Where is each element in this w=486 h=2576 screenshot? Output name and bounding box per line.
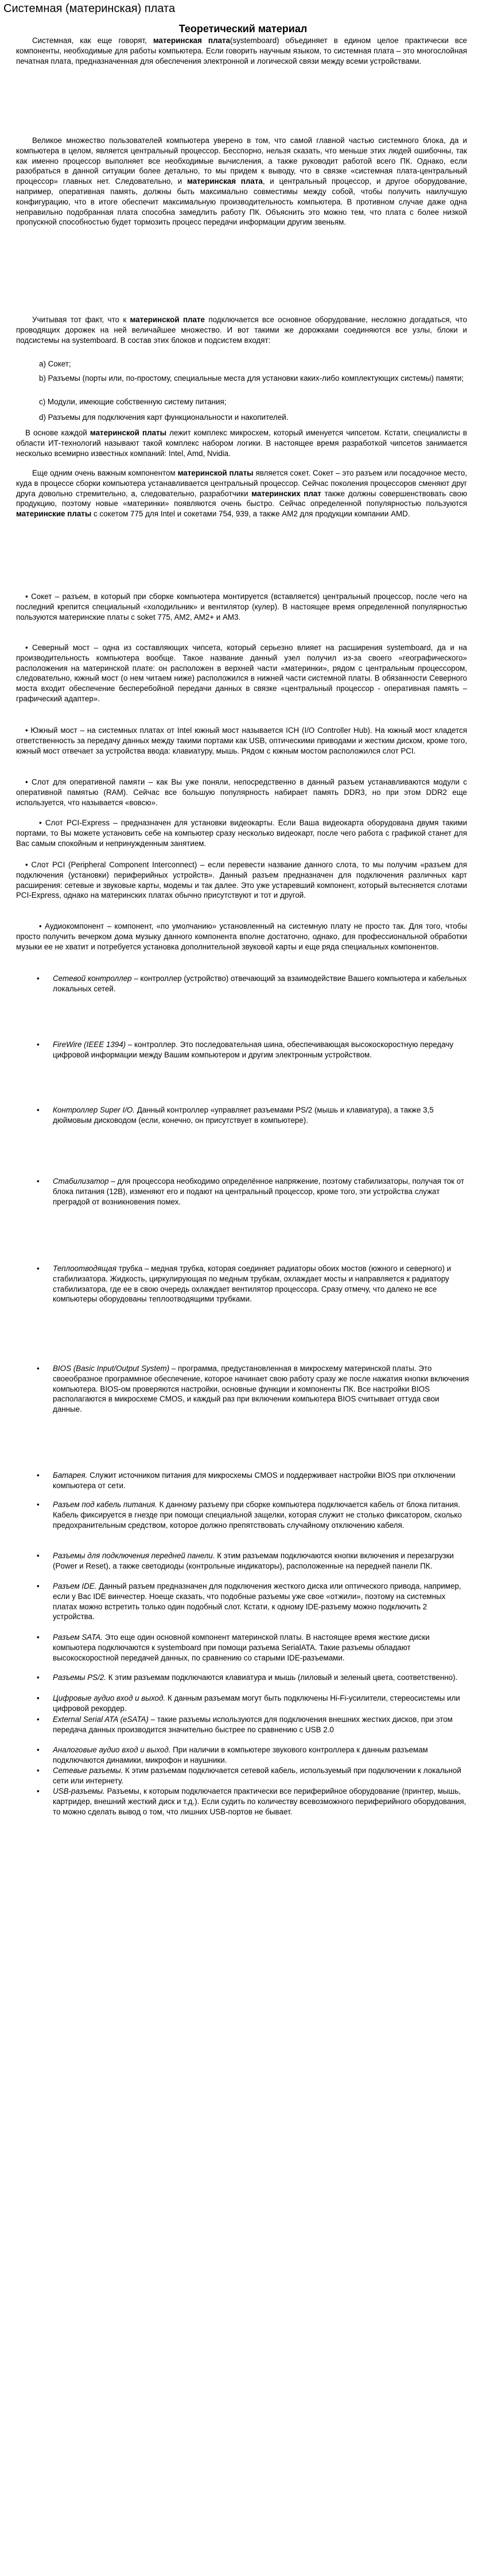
bullet-icon: • (37, 1551, 40, 1560)
component-pci-express: • Слот PCI-Express – предназначен для установки видеокарты. Если Ваша видеокарта оборудована двумя такими портами, то Вы можете установить себе на компьютер сразу несколько видеокарт, после чего работа с графикой станет для Вас самым спокойным и непринужденным занятием. (16, 818, 467, 848)
term-item: Стабилизатор – для процессора необходимо определённое напряжение, поэтому стабилизаторы, получая ток от блока питания (12В), изменяют его и подают на центральный процессор, кроме того, эти устройства служат преградой от возникновения помех. (53, 1177, 465, 1206)
page-title: Системная (материнская) плата (3, 2, 176, 15)
bullet-icon: • (37, 1694, 40, 1702)
component-pci: • Слот PCI (Peripheral Component Interconnect) – если перевести название данного слота, то мы получим «разъем для подключения (установки) периферийных устройств». Данный разъем предназначен для подключения различных карт расширения: сетевые и звуковые карты, модемы и так далее. Это уже устаревший компонент, который вытесняется слотами PCI-Express, однако на материнских платах обычно присутствуют и тот и другой. (16, 860, 467, 900)
bullet-icon: • (37, 1745, 40, 1754)
component-ram-slot: • Слот для оперативной памяти – как Вы уже поняли, непосредственно в данный разъем устанавливаются модули с оперативной памятью (RAM). Сейчас все большую популярность набирает память DDR3, но при этом DDR2 еще используется, что называется «вовсю». (16, 778, 467, 807)
term-item: Батарея. Служит источником питания для микросхемы CMOS и поддерживает настройки BIOS при отключении компьютера от сети. (53, 1471, 456, 1490)
component-north-bridge: • Северный мост – одна из составляющих чипсета, который серьезно влияет на расширения systemboard, да и на производительность компьютера вообще. Такое название данный узел получил из-за своего «географического» расположения на материнской плате: он расположен в верхней части «материнки», рядом с центральным процессором, следовательно, южный мост (о нем читаем ниже) расположился в нижней части системной платы. В обязанности Северного моста входит обеспечение бесперебойной передачи данных в связке «центральный процессор - оперативная память – графический адаптер». (16, 643, 467, 703)
term-highlight: материнских плат (251, 489, 321, 498)
component-south-bridge: • Южный мост – на системных платах от Intel южный мост называется ICH (I/O Controller Hub). На южный мост кладется ответственность за передачу данных между такими портами как USB, оптическими приводами и жестким диском, кроме того, южный мост отвечает за устройства ввода: клавиатуру, мышь. Рядом с южным мостом расположился слот PCI. (16, 726, 467, 755)
term-item: USB-разъемы. Разъемы, к которым подключается практически все периферийное оборудование (принтер, мышь, картридер, внешний жесткий диск и т.д.). Если судить по количеству всевозможного периферийного оборудования, то можно сделать вывод о том, что лишних USB-портов не бывает. (53, 1787, 466, 1816)
bullet-icon: • (37, 1787, 40, 1795)
bullet-icon: • (37, 1766, 40, 1775)
term-item: Сетевые разъемы. К этим разъемам подключается сетевой кабель, используемый при подключении к локальной сети или интернету. (53, 1766, 461, 1785)
component-socket: • Сокет – разъем, в который при сборке компьютера монтируется (вставляется) центральный процессор, после чего на последний крепится специальный «холодильник» и вентилятор (кулер). В настоящее время определенной популярностью пользуются материнские платы с sokеt 775, AM2, AM2+ и AM3. (16, 592, 467, 621)
term-item: BIOS (Basic Input/Output System) – программа, предустановленная в микросхему материнской платы. Это своеобразное программное обеспечение, которое начинает свою работу сразу же после нажатия кнопки включения компьютера. BIOS-ом проверяются настройки, основные функции и компоненты ПК. Все настройки BIOS располагаются в микросхеме CMOS, и каждый раз при включении компьютера BIOS считывает оттуда свои данные. (53, 1364, 469, 1414)
term-item: FireWire (IEEE 1394) – контроллер. Это последовательная шина, обеспечивающая высокоскоростную передачу цифровой информации между Вашим компьютером и другим электронным устройством. (53, 1040, 454, 1059)
term-item: Сетевой контроллер – контроллер (устройство) отвечающий за взаимодействие Вашего компьютера и кабельных локальных сетей. (53, 974, 467, 993)
term-item: Разъем IDE. Данный разъем предназначен для подключения жесткого диска или оптического привода, например, если у Вас IDE винчестер. Ноеще сказать, что подобные разъемы уже свое «отжили», поэтому на системных платах можно встретить только один подобный слот. Кстати, к одному IDE-разъему можно подключить 2 устройства. (53, 1582, 461, 1621)
term-highlight: материнской платы (177, 469, 254, 477)
term-highlight: материнской платы (90, 428, 167, 437)
subsystem-item-b: b) Разъемы (порты или, по-простому, специальные места для установки каких-либо комплектующих системы) памяти; (39, 374, 464, 383)
term-item: External Serial ATA (eSATA) – такие разъемы используются для подключения внешних жестких дисков, при этом передача данных производится значительно быстрее по сравнению с USB 2.0 (53, 1715, 453, 1734)
bullet-icon: • (37, 1177, 40, 1185)
term-item: Аналоговые аудио вход и выход. При наличии в компьютере звукового контроллера к данным разъемам подключаются динамики, микрофон и наушники. (53, 1745, 428, 1764)
bullet-icon: • (37, 974, 40, 983)
term-item: Разъем SATA. Это еще один основной компонент материнской платы. В настоящее время жесткие диски компьютера подключаются к systemboard при помощи разъема SerialATA. Такие разъемы обладают высокоскоростной передачей данных, по сравнению со старыми IDE-разъемами. (53, 1633, 430, 1662)
term-item: Теплоотводящая трубка – медная трубка, которая соединяет радиаторы обоих мостов (южного и северного) и стабилизатора. Жидкость, циркулирующая по медным трубкам, охлаждает мосты и направляется к радиатору стабилизатора, где ее в свою очередь охлаждает вентилятор процессора. Сразу отмечу, что далеко не все компьютеры оборудованы теплоотводящими трубками. (53, 1264, 452, 1304)
intro-paragraph-3: Учитывая тот факт, что к материнской плате подключается все основное оборудование, несложно догадаться, что проводящих дорожек на ней величайшее множество. И вот такими же дорожками соединяются все узлы, блоки и подсистемы на systemboard. В состав этих блоков и подсистем входят: (16, 315, 467, 345)
subsystem-item-d: d) Разъемы для подключения карт функциональности и накопителей. (39, 413, 289, 422)
chipset-paragraph: В основе каждой материнской платы лежит комплекс микросхем, который именуется чипсетом. Кстати, специалисты в области ИТ-технологий называют такой комплекс набором логики. В настоящее время разработкой чипсетов занимается несколько всемирно известных компаний: Intel, Amd, Nvidia. (16, 428, 467, 458)
term-item: Разъемы PS/2. К этим разъемам подключаются клавиатура и мышь (лиловый и зеленый цвета, соответственно). (53, 1673, 458, 1682)
term-item: Контроллер Super I/O. Данный контроллер «управляет разъемами PS/2 (мышь и клавиатура), а также 3,5 дюймовым дисководом (если, конечно, он присутствует в компьютере). (53, 1106, 434, 1125)
subsystem-item-a: а) Сокет; (39, 360, 71, 368)
intro-paragraph-1: Системная, как еще говорят, материнская плата(systemboard) объединяет в едином целое практически все компоненты, необходимые для работы компьютера. Если говорить научным языком, то системная плата – это многослойная печатная плата, предназначенная для обеспечения электронной и логической связи между всеми устройствами. (16, 36, 467, 65)
term-highlight: материнские платы (16, 509, 92, 519)
bullet-icon: • (37, 1364, 40, 1373)
term-highlight: материнской плате (130, 315, 205, 324)
component-audio: • Аудиокомпонент – компонент, «по умолчанию» установленный на системную плату не просто так. Для того, чтобы просто получить вечерком дома музыку данного компонента вполне достаточно, однако, для профессиональной обработки музыки ее не хватит и потребуется установка дополнительной звуковой карты и еще ряда специальных компонентов. (16, 922, 467, 951)
term-item: Цифровые аудио вход и выход. К данным разъемам могут быть подключены Hi-Fi-усилители, стереосистемы или цифровой рекордер. (53, 1694, 460, 1713)
bullet-icon: • (37, 1633, 40, 1642)
term-highlight: материнская плата (186, 177, 263, 186)
intro-paragraph-2: Великое множество пользователей компьютера уверено в том, что самой главной частью системного блока, да и компьютера в целом, является центральный процессор. Бесспорно, нельзя сказать, что меньше этих людей ошибочны, так как именно процессор выполняет все необходимые вычисления, а также руководит работой всего ПК. Однако, если разобраться в данной ситуации более детально, то мы придем к выводу, что в связке «системная плата-центральный процессор» главных нет. Следовательно, и материнская плата, и центральный процессор, и другое оборудование, например, оперативная память, должны быть максимально совместимы между собой, чтобы получить наилучшую конфигурацию, что в итоге обеспечит максимальную производительность компьютера. В противном случае даже одна неправильно подобранная плата способна замедлить работу ПК. Объяснить это можно тем, что плата с более низкой пропускной способностью будет тормозить процесс передачи информации другим звеньям. (16, 136, 468, 227)
bullet-icon: • (37, 1471, 40, 1480)
bullet-icon: • (37, 1715, 40, 1724)
term-item: Разъем под кабель питания. К данному разъему при сборке компьютера подключается кабель от блока питания. Кабель фиксируется в гнезде при помощи специальной защелки, которая служит не столько фиксатором, сколько предохранительным средством, которое должно препятствовать случайному отключению кабеля. (53, 1500, 462, 1530)
term-item: Разъемы для подключения передней панели. К этим разъемам подключаются кнопки включения и перезагрузки (Power и Reset), а также светодиоды (контрольные индикаторы), расположенные на передней панели ПК. (53, 1551, 454, 1570)
bullet-icon: • (37, 1500, 40, 1509)
bullet-icon: • (37, 1582, 40, 1590)
subsystem-item-c: c) Модули, имеющие собственную систему питания; (39, 397, 227, 406)
socket-paragraph: Еще одним очень важным компонентом материнской платы является сокет. Сокет – это разъем или посадочное место, куда в процессе сборки компьютера устанавливается центральный процессор. Сейчас поколения процессоров сменяют друг друга довольно стремительно, а, следовательно, разработчики материнских плат также должны совершенствовать свою продукцию, поэтому новые «материнки» появляются очень быстро. Сейчас определенной популярностью пользуются материнские платы с сокетом 775 для Intel и сокетами 754, 939, а также AM2 для продукции компании AMD. (16, 469, 467, 519)
bullet-icon: • (37, 1040, 40, 1049)
section-heading: Теоретический материал (178, 23, 308, 34)
term-highlight: материнская плата (153, 36, 230, 45)
bullet-icon: • (37, 1264, 40, 1273)
bullet-icon: • (37, 1106, 40, 1114)
bullet-icon: • (37, 1673, 40, 1682)
